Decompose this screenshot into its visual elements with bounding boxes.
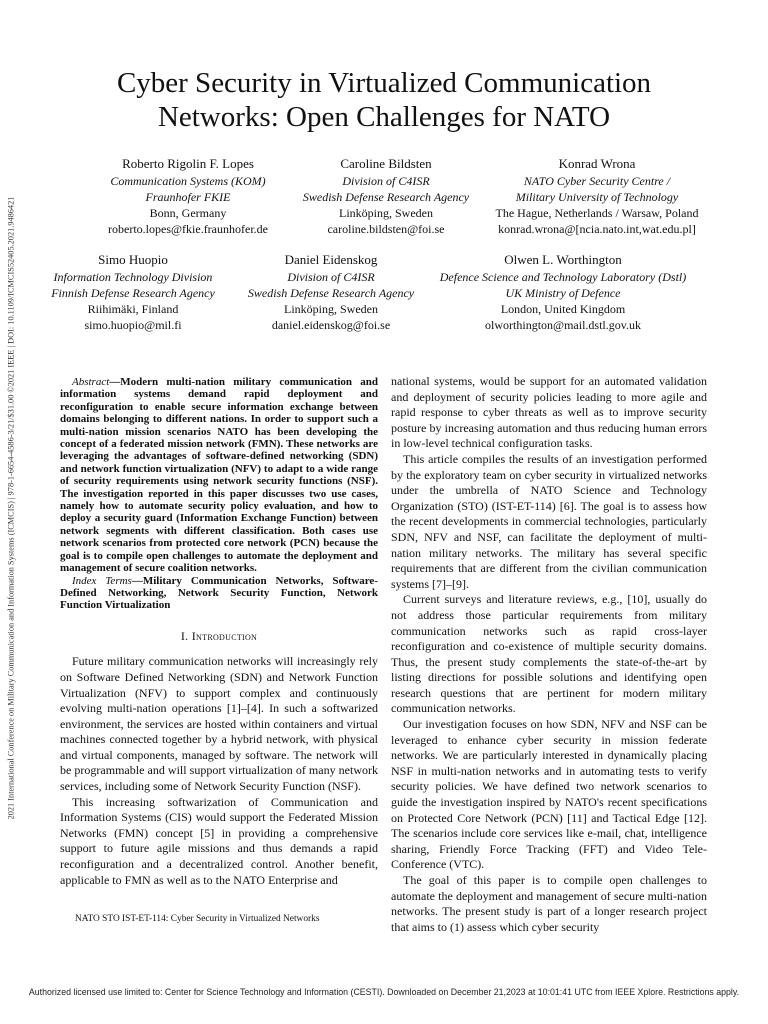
author-location: Linköping, Sweden [284, 302, 378, 316]
author-block [218, 252, 444, 333]
author-location: Bonn, Germany [149, 206, 227, 220]
paragraph: Our investigation focuses on how SDN, NFV and NSF can be leveraged to enhance cyber security in mission federate networks. We are particularly interested in dynamically placing NSF in multi-nation networks and in automating tests to verify security policies. We have defined two network scenarios to guide the investigation inspired by NATO's recent specifications on Protected Core Network (PCN) [11] and Tactical Edge [12]. The scenarios include core services like e-mail, chat, intelligence sharing, Friendly Force Tracking (FFT) and Video Tele-Conference (VTC). [391, 717, 707, 872]
author-affiliation: Finnish Defense Research Agency [51, 286, 215, 300]
author-affiliation: Defence Science and Technology Laboratory (Dstl) [439, 270, 687, 284]
paragraph: national systems, would be support for an automated validation and deployment of security policies leading to more agile and rapid response to cyber threats as well as to improve security posture by increasing automation and thus reducing human errors in low-level technical configuration tasks. [391, 374, 707, 451]
author-affiliation: Information Technology Division [53, 270, 213, 284]
section-heading [60, 629, 378, 645]
paragraph: Future military communication networks will increasingly rely on Software Defined Networking (SDN) and Network Function Virtualization (NFV) to support complex and continuously evolving multi-nation operations [1]–[4]. In such a softwarized environment, the services are hosted within containers and virtual machines connected together by a hybrid network, with physical and virtual components, managed by software. The network will be programmable and will support virtualization of many network services, including some of Network Security Function (NSF). [60, 654, 378, 794]
author-name: Roberto Rigolin F. Lopes [122, 156, 254, 171]
author-email: daniel.eidenskog@foi.se [271, 318, 391, 332]
page-footer: NATO STO IST-ET-114: Cyber Security in Virtualized Networks [75, 914, 320, 924]
author-name: Simo Huopio [98, 252, 168, 267]
author-location: London, United Kingdom [500, 302, 626, 316]
author-location: Riihimäki, Finland [87, 302, 179, 316]
author-location: The Hague, Netherlands / Warsaw, Poland [495, 206, 699, 220]
index-terms [60, 575, 378, 612]
author-block [20, 252, 246, 333]
left-column [60, 376, 378, 888]
paragraph: This article compiles the results of an investigation performed by the exploratory team on cyber security in virtualized networks under the umbrella of NATO Science and Technology Organization (STO) (IST-ET-114) [6]. The goal is to assess how the recent developments in commercial technologies, particularly SDN, NFV and NSF, can facilitate the deployment of multi-nation military networks. The military has several specific requirements that are different from the civilian communication systems [7]–[9]. [391, 451, 707, 591]
author-email: roberto.lopes@fkie.fraunhofer.de [108, 222, 268, 236]
author-name: Olwen L. Worthington [504, 252, 622, 267]
index-terms-lead: Index Terms [72, 574, 132, 587]
author-affiliation: Fraunhofer FKIE [145, 190, 231, 204]
author-affiliation: Swedish Defense Research Agency [247, 286, 415, 300]
paragraph: This increasing softwarization of Communication and Information Systems (CIS) would support the Federated Mission Networks (FMN) concept [5] in providing a comprehensive support to future agile missions and thus demands a rapid reconfiguration and a decentralized control. Another benefit, applicable to FMN as well as to the NATO Enterprise and [60, 794, 378, 887]
author-email: simo.huopio@mil.fi [84, 318, 182, 332]
author-location: Linköping, Sweden [339, 206, 433, 220]
author-name: Caroline Bildsten [340, 156, 432, 171]
section-title: Introduction [191, 628, 258, 643]
author-affiliation: Division of C4ISR [287, 270, 375, 284]
author-affiliation: Swedish Defense Research Agency [302, 190, 470, 204]
section-number: I. [180, 628, 189, 643]
paper-title: Cyber Security in Virtualized Communication Networks: Open Challenges for NATO [116, 67, 652, 133]
author-affiliation: Division of C4ISR [342, 174, 430, 188]
author-affiliation: UK Ministry of Defence [505, 286, 621, 300]
author-email: caroline.bildsten@foi.se [327, 222, 445, 236]
author-email: konrad.wrona@[ncia.nato.int,wat.edu.pl] [498, 222, 696, 236]
author-name: Daniel Eidenskog [284, 252, 378, 267]
abstract-text: —Modern multi-nation military communication and information systems demand rapid deployment and reconfiguration to enable secure information exchange between domains belonging to different nations. In order to support such a multi-nation mission scenarios NATO has been developing the concept of a federated mission network (FMN). These networks are leveraging the advantages of software-defined networking (SDN) and network function virtualization (NFV) to adapt to a wide range of security requirements using network security functions (NSF). The investigation reported in this paper discusses two use cases, namely how to automate security policy evaluation, and how to deploy a security guard (Information Exchange Function) between network segments with different classification. Both cases use network scenarios from protected core network (PCN) because the goal is to compile open challenges to automate the deployment and management of secure coalition networks. [60, 376, 378, 575]
side-citation-text: 2021 International Conference on Military Communication and Information Systems (ICMCIS) | 978-1-6654-4586-3/21/$31.00 ©2021 IEEE | DOI: 10.1109/ICMCIS52405.2021.9486421 [6, 196, 16, 820]
paragraph: The goal of this paper is to compile open challenges to automate the deployment and management of secure multi-nation networks. The present study is part of a longer research project that aims to (1) assess which cyber security [391, 873, 707, 934]
abstract-lead: Abstract [72, 376, 110, 388]
author-block [469, 156, 725, 237]
index-terms-text: —Military Communication Networks, Software-Defined Networking, Network Security Function, Network Function Virtualization [60, 574, 378, 612]
side-citation [4, 128, 18, 888]
right-column [391, 374, 707, 935]
author-block [430, 252, 696, 333]
author-affiliation: Communication Systems (KOM) [110, 174, 266, 188]
author-affiliation: Military University of Technology [515, 190, 679, 204]
author-name: Konrad Wrona [558, 156, 636, 171]
paragraph: Current surveys and literature reviews, e.g., [10], usually do not address those particular requirements from military communication networks such as rapid cross-layer reconfiguration and co-existence of multiple security domains. Thus, the present study complements the state-of-the-art by listing directions for possible solutions and identifying open research questions that are pertinent for modern military communication networks. [391, 592, 707, 716]
author-email: olworthington@mail.dstl.gov.uk [485, 318, 641, 332]
abstract [60, 376, 378, 575]
author-affiliation: NATO Cyber Security Centre / [523, 174, 671, 188]
license-notice: Authorized licensed use limited to: Center for Science Technology and Information (CESTI). Downloaded on December 21,2023 at 10:01:41 UTC from IEEE Xplore. Restrictions apply. [28, 987, 740, 997]
